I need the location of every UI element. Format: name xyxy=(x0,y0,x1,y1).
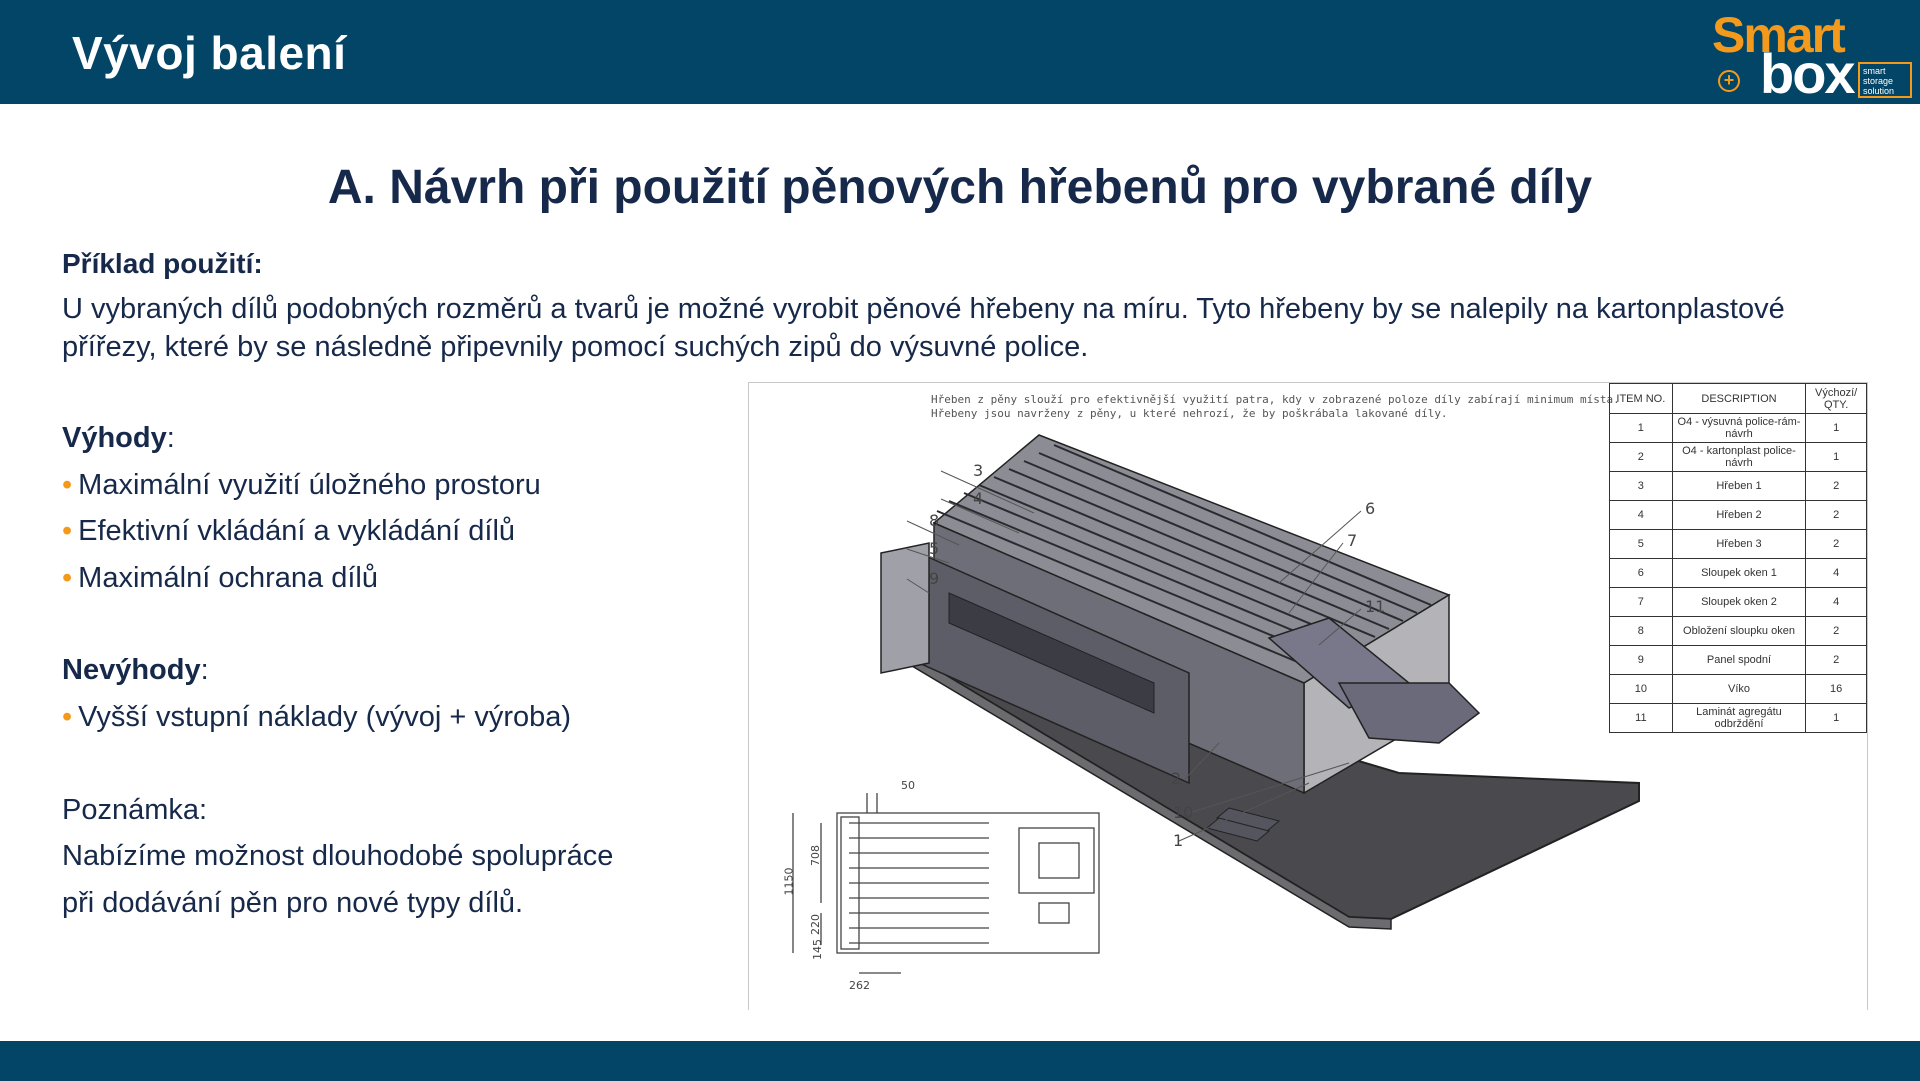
disadvantages-heading: Nevýhody: xyxy=(62,654,209,686)
callout-label: 11 xyxy=(1365,597,1386,616)
table-row xyxy=(1610,443,1867,472)
bom-item: 6 xyxy=(1610,559,1673,588)
bom-desc: Laminát agregátu odbrždění xyxy=(1672,704,1806,733)
bom-item: 7 xyxy=(1610,588,1673,617)
table-row xyxy=(1610,530,1867,559)
bom-header-qty xyxy=(1806,384,1867,414)
note-line: Nabízíme možnost dlouhodobé spolupráce xyxy=(62,840,614,872)
bullet-dot-icon: • xyxy=(62,515,73,547)
dimension-label: 50 xyxy=(901,779,915,792)
table-row xyxy=(1610,588,1867,617)
advantages-heading: Výhody: xyxy=(62,422,175,454)
bom-item: 11 xyxy=(1610,704,1673,733)
bullet-dot-icon: • xyxy=(62,701,73,733)
bom-desc: O4 - výsuvná police-rám-návrh xyxy=(1672,414,1806,443)
advantage-item xyxy=(62,562,378,595)
bom-qty: 2 xyxy=(1806,646,1867,675)
dimension-label: 145 xyxy=(811,939,824,960)
bom-desc: Obložení sloupku oken xyxy=(1672,617,1806,646)
bom-qty: 4 xyxy=(1806,588,1867,617)
dimension-label: 262 xyxy=(849,979,870,992)
dimension-label: 708 xyxy=(809,845,822,866)
logo-tagline-line: solution xyxy=(1863,86,1895,96)
callout-label: 4 xyxy=(973,489,984,508)
dimension-label: 1150 xyxy=(782,867,796,896)
header-bar xyxy=(0,0,1920,104)
bom-item: 5 xyxy=(1610,530,1673,559)
end-block xyxy=(881,543,929,673)
bom-desc: Hřeben 2 xyxy=(1672,501,1806,530)
bom-header-item: ITEM NO. xyxy=(1610,384,1673,414)
bom-header-row xyxy=(1610,384,1867,414)
bom-item: 9 xyxy=(1610,646,1673,675)
table-row xyxy=(1610,704,1867,733)
bom-desc: Hřeben 3 xyxy=(1672,530,1806,559)
technical-drawing xyxy=(748,382,1868,1010)
logo-tagline-line: storage xyxy=(1863,76,1894,86)
callout-label: 8 xyxy=(929,511,940,530)
bom-qty: 1 xyxy=(1806,414,1867,443)
callout-label: 3 xyxy=(973,461,984,480)
advantages-label: Výhody xyxy=(62,422,167,454)
note-label: Poznámka: xyxy=(62,794,208,826)
disadvantages-label: Nevýhody xyxy=(62,654,201,686)
dimension-label: 220 xyxy=(809,914,822,935)
disadvantage-item xyxy=(62,701,571,734)
callout-label: 5 xyxy=(929,539,940,558)
table-row xyxy=(1610,617,1867,646)
bom-qty: 1 xyxy=(1806,704,1867,733)
page-title: Vývoj balení xyxy=(72,27,347,79)
callout-label: 1 xyxy=(1173,831,1184,850)
bom-item: 10 xyxy=(1610,675,1673,704)
top-view xyxy=(793,793,1099,973)
bom-qty: 4 xyxy=(1806,559,1867,588)
bom-qty: 1 xyxy=(1806,443,1867,472)
bom-item: 1 xyxy=(1610,414,1673,443)
logo-tagline xyxy=(1858,62,1912,98)
slide-headline: A. Návrh při použití pěnových hřebenů pro vybrané díly xyxy=(327,161,1593,214)
bom-qty: 2 xyxy=(1806,472,1867,501)
bom-desc: Hřeben 1 xyxy=(1672,472,1806,501)
note-line: při dodávání pěn pro nové typy dílů. xyxy=(62,887,524,919)
logo-word-smart: Smart xyxy=(1712,7,1844,63)
example-label: Příklad použití: xyxy=(62,248,263,279)
bom-desc: Panel spodní xyxy=(1672,646,1806,675)
advantage-item xyxy=(62,515,515,548)
callout-label: 6 xyxy=(1365,499,1376,518)
bom-desc: Sloupek oken 1 xyxy=(1672,559,1806,588)
bullet-dot-icon: • xyxy=(62,469,73,501)
footer-bar xyxy=(0,1041,1920,1081)
callout-label: 9 xyxy=(929,569,940,588)
advantage-text: Efektivní vkládání a vykládání dílů xyxy=(78,515,516,547)
table-row xyxy=(1610,559,1867,588)
logo-plus-icon: + xyxy=(1718,70,1740,92)
callout-label: 2 xyxy=(1171,769,1182,788)
smartbox-logo xyxy=(1708,7,1914,105)
table-row xyxy=(1610,646,1867,675)
bom-item: 2 xyxy=(1610,443,1673,472)
table-row xyxy=(1610,675,1867,704)
disadvantage-text: Vyšší vstupní náklady (vývoj + výroba) xyxy=(78,701,572,733)
bom-header-desc: DESCRIPTION xyxy=(1672,384,1806,414)
drawing-note-line: Hřebeny jsou navrženy z pěny, u které nehrozí, že by poškrábala lakované díly. xyxy=(931,407,1448,420)
bom-desc: O4 - kartonplast police-návrh xyxy=(1672,443,1806,472)
bom-item: 4 xyxy=(1610,501,1673,530)
bom-header-qty-line: Výchozí/ xyxy=(1815,386,1858,399)
advantage-item xyxy=(62,469,541,502)
bom-item: 8 xyxy=(1610,617,1673,646)
bom-qty: 2 xyxy=(1806,501,1867,530)
table-row xyxy=(1610,472,1867,501)
table-row xyxy=(1610,414,1867,443)
bom-qty: 16 xyxy=(1806,675,1867,704)
advantage-text: Maximální ochrana dílů xyxy=(78,562,378,594)
callout-label: 7 xyxy=(1347,531,1358,550)
advantage-text: Maximální využití úložného prostoru xyxy=(78,469,541,501)
logo-word-box: box xyxy=(1760,42,1854,105)
bom-qty: 2 xyxy=(1806,617,1867,646)
bill-of-materials xyxy=(1609,383,1867,733)
callout-label: 10 xyxy=(1173,803,1194,822)
bom-desc: Víko xyxy=(1672,675,1806,704)
bom-item: 3 xyxy=(1610,472,1673,501)
bullet-dot-icon: • xyxy=(62,562,73,594)
bom-desc: Sloupek oken 2 xyxy=(1672,588,1806,617)
table-row xyxy=(1610,501,1867,530)
logo-tagline-line: smart xyxy=(1863,66,1886,76)
bom-header-qty-line: QTY. xyxy=(1824,398,1849,411)
example-text: U vybraných dílů podobných rozměrů a tvarů je možné vyrobit pěnové hřebeny na míru. Tyto hřebeny by se nalepily na kartonplastové přířezy, které by se následně připevnily pomocí suchých zipů do výsuvné police. xyxy=(62,293,1785,363)
drawing-note-line: Hřeben z pěny slouží pro efektivnější využití patra, kdy v zobrazené poloze díly zabírají minimum místa. xyxy=(931,393,1620,406)
bom-qty: 2 xyxy=(1806,530,1867,559)
